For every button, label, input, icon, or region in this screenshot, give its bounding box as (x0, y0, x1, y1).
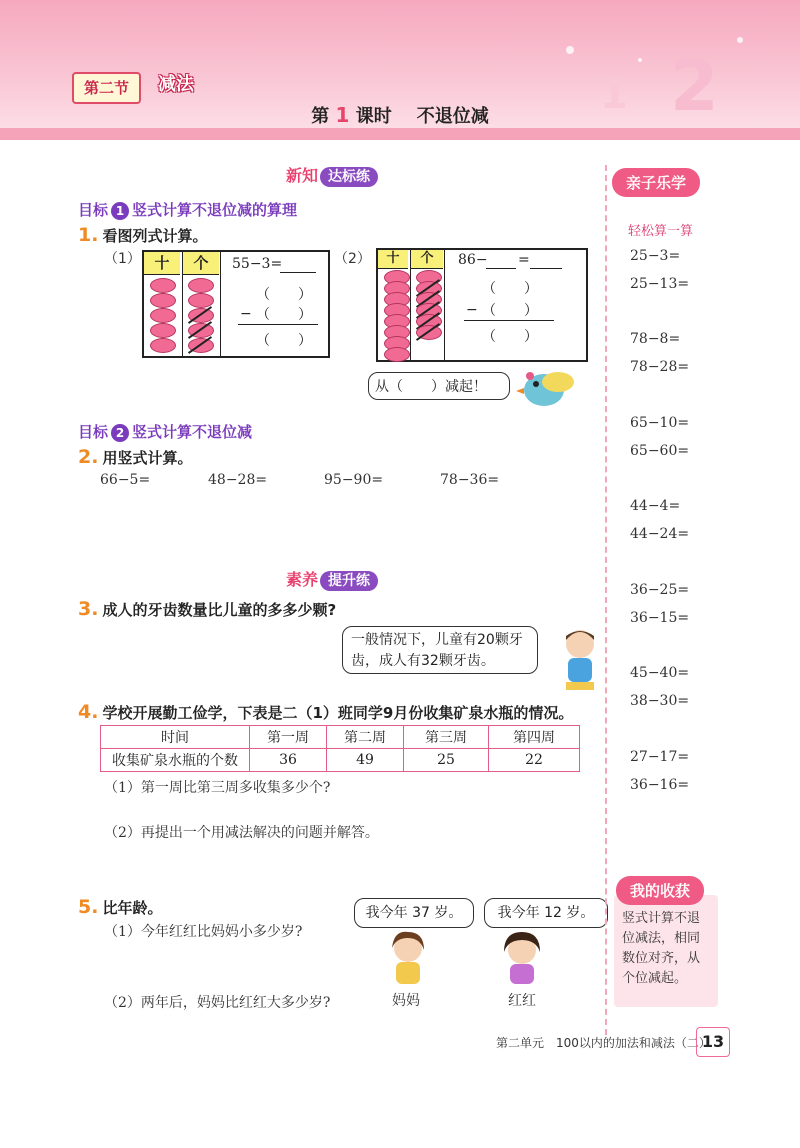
q1-part2-expression: 86− (458, 252, 488, 268)
vertical-paren-1[interactable]: （ ） (482, 281, 538, 297)
q5-sub-1: （1）今年红红比妈妈小多少岁? (104, 924, 303, 940)
table-header-row (101, 726, 580, 749)
page-number: 13 (696, 1027, 730, 1057)
easy-item: 36−15= (630, 610, 690, 626)
table-cell: 收集矿泉水瓶的个数 (101, 749, 250, 772)
banner-suyang-a: 素养 (286, 570, 319, 589)
goal-1-text: 竖式计算不退位减的算理 (132, 201, 298, 219)
question-1-number: 1. (78, 224, 99, 246)
question-2 (78, 446, 192, 468)
question-4-number: 4. (78, 701, 99, 723)
q1-part1-label: （1） (104, 251, 141, 267)
question-2-number: 2. (78, 446, 99, 468)
q2-item-4: 78−36= (440, 472, 500, 488)
table-cell: 第二周 (327, 726, 404, 749)
table-cell: 22 (489, 749, 580, 772)
footer-unit-title: 第二单元 100以内的加法和减法（二） (496, 1036, 711, 1050)
easy-item: 25−13= (630, 276, 690, 292)
question-4-text: 学校开展勤工俭学，下表是二（1）班同学9月份收集矿泉水瓶的情况。 (102, 704, 574, 722)
goal-1 (78, 199, 297, 220)
tens-header: 十 (144, 252, 180, 275)
girl-label: 红红 (508, 993, 536, 1009)
question-3-number: 3. (78, 598, 99, 620)
banner-xinzhi-b: 达标练 (320, 167, 378, 187)
table-cell: 第四周 (489, 726, 580, 749)
counter-oval (384, 347, 410, 362)
minus-sign: − (466, 302, 478, 318)
question-5 (78, 896, 162, 918)
question-3 (78, 598, 336, 620)
q4-sub-2: （2）再提出一个用减法解决的问题并解答。 (104, 825, 379, 841)
vertical-paren-1[interactable]: （ ） (256, 287, 312, 303)
question-5-number: 5. (78, 896, 99, 918)
q1-part2-label: （2） (334, 251, 371, 267)
girl-icon (496, 930, 548, 986)
counting-board-1 (142, 250, 330, 358)
table-cell: 49 (327, 749, 404, 772)
goal-2-text: 竖式计算不退位减 (132, 423, 253, 441)
right-column-divider (605, 165, 607, 1035)
counter-oval (150, 323, 176, 338)
minus-sign: − (240, 306, 252, 322)
goal-2-number: 2 (111, 424, 129, 442)
banner-xinzhi-a: 新知 (286, 166, 319, 185)
answer-blank[interactable] (486, 268, 516, 269)
counter-oval (188, 278, 214, 293)
boy-speech-bubble: 一般情况下，儿童有20颗牙齿，成人有32颗牙齿。 (342, 626, 538, 674)
easy-item: 36−25= (630, 582, 690, 598)
question-2-text: 用竖式计算。 (102, 449, 193, 467)
girl-speech-bubble: 我今年 12 岁。 (484, 898, 608, 928)
tens-header: 十 (378, 250, 408, 269)
easy-item: 44−4= (630, 498, 681, 514)
easy-item: 65−10= (630, 415, 690, 431)
column-divider (182, 252, 183, 356)
mom-label: 妈妈 (392, 993, 420, 1009)
bottle-table (100, 725, 580, 772)
easy-item: 36−16= (630, 777, 690, 793)
lesson-suffix: 课时 (355, 106, 392, 127)
question-5-text: 比年龄。 (102, 899, 163, 917)
easy-item: 25−3= (630, 248, 681, 264)
banner-xinzhi (286, 163, 378, 186)
easy-item: 44−24= (630, 526, 690, 542)
vertical-paren-2[interactable]: （ ） (482, 303, 538, 319)
easy-item: 38−30= (630, 693, 690, 709)
column-divider (444, 250, 445, 360)
easy-item: 78−8= (630, 331, 681, 347)
vertical-line (464, 320, 554, 321)
easy-item: 27−17= (630, 749, 690, 765)
ones-header: 个 (182, 252, 219, 275)
table-cell: 第一周 (250, 726, 327, 749)
easy-item: 45−40= (630, 665, 690, 681)
q4-sub-1: （1）第一周比第三周多收集多少个? (104, 780, 331, 796)
counting-board-2 (376, 248, 588, 362)
q1-part1-expression: 55−3= (232, 256, 283, 272)
answer-blank[interactable] (530, 268, 562, 269)
vertical-paren-3[interactable]: （ ） (482, 329, 538, 345)
answer-blank[interactable] (280, 272, 316, 273)
table-cell: 第三周 (404, 726, 489, 749)
mom-speech-bubble: 我今年 37 岁。 (354, 898, 474, 928)
goal-1-prefix: 目标 (78, 201, 109, 219)
question-1-text: 看图列式计算。 (102, 227, 208, 245)
mom-icon (384, 930, 432, 986)
q2-item-1: 66−5= (100, 472, 151, 488)
question-4 (78, 701, 573, 723)
tag-shouhuo: 我的收获 (616, 876, 704, 905)
counter-oval (150, 308, 176, 323)
question-3-text: 成人的牙齿数量比儿童的多多少颗? (102, 601, 337, 619)
table-cell: 25 (404, 749, 489, 772)
easy-item: 65−60= (630, 443, 690, 459)
bird-icon (510, 364, 582, 412)
easy-item: 78−28= (630, 359, 690, 375)
lesson-title (0, 102, 800, 128)
column-divider (220, 252, 221, 356)
q1-part2-equals: = (518, 252, 530, 268)
takeaway-note: 竖式计算不退位减法，相同数位对齐，从个位减起。 (614, 895, 718, 1007)
counter-oval (150, 338, 176, 353)
goal-2 (78, 421, 252, 442)
table-row (101, 749, 580, 772)
column-divider (410, 250, 411, 360)
q2-item-2: 48−28= (208, 472, 268, 488)
easy-calc-label: 轻松算一算 (628, 224, 694, 239)
goal-1-number: 1 (111, 202, 129, 220)
boy-icon (556, 624, 604, 696)
svg-text:1: 1 (600, 72, 628, 118)
q5-sub-2: （2）两年后，妈妈比红红大多少岁? (104, 995, 331, 1011)
counter-oval (150, 293, 176, 308)
vertical-line (238, 324, 318, 325)
banner-suyang (286, 567, 378, 590)
section-label: 第二节 (72, 72, 141, 104)
banner-suyang-b: 提升练 (320, 571, 378, 591)
counter-oval (150, 278, 176, 293)
section-title: 减法 (158, 74, 194, 95)
lesson-prefix: 第 (311, 106, 330, 127)
svg-text:2: 2 (670, 45, 719, 120)
lesson-name: 不退位减 (416, 106, 489, 127)
q2-item-3: 95−90= (324, 472, 384, 488)
table-cell: 36 (250, 749, 327, 772)
question-1 (78, 224, 207, 246)
lesson-number: 1 (335, 103, 350, 127)
vertical-paren-3[interactable]: （ ） (256, 333, 312, 349)
table-cell: 时间 (101, 726, 250, 749)
vertical-paren-2[interactable]: （ ） (256, 307, 312, 323)
ones-header: 个 (410, 250, 443, 269)
bird-speech-bubble: 从（ ）减起！ (368, 372, 510, 400)
header-band (0, 128, 800, 140)
goal-2-prefix: 目标 (78, 423, 109, 441)
tag-qinzi: 亲子乐学 (612, 168, 700, 197)
